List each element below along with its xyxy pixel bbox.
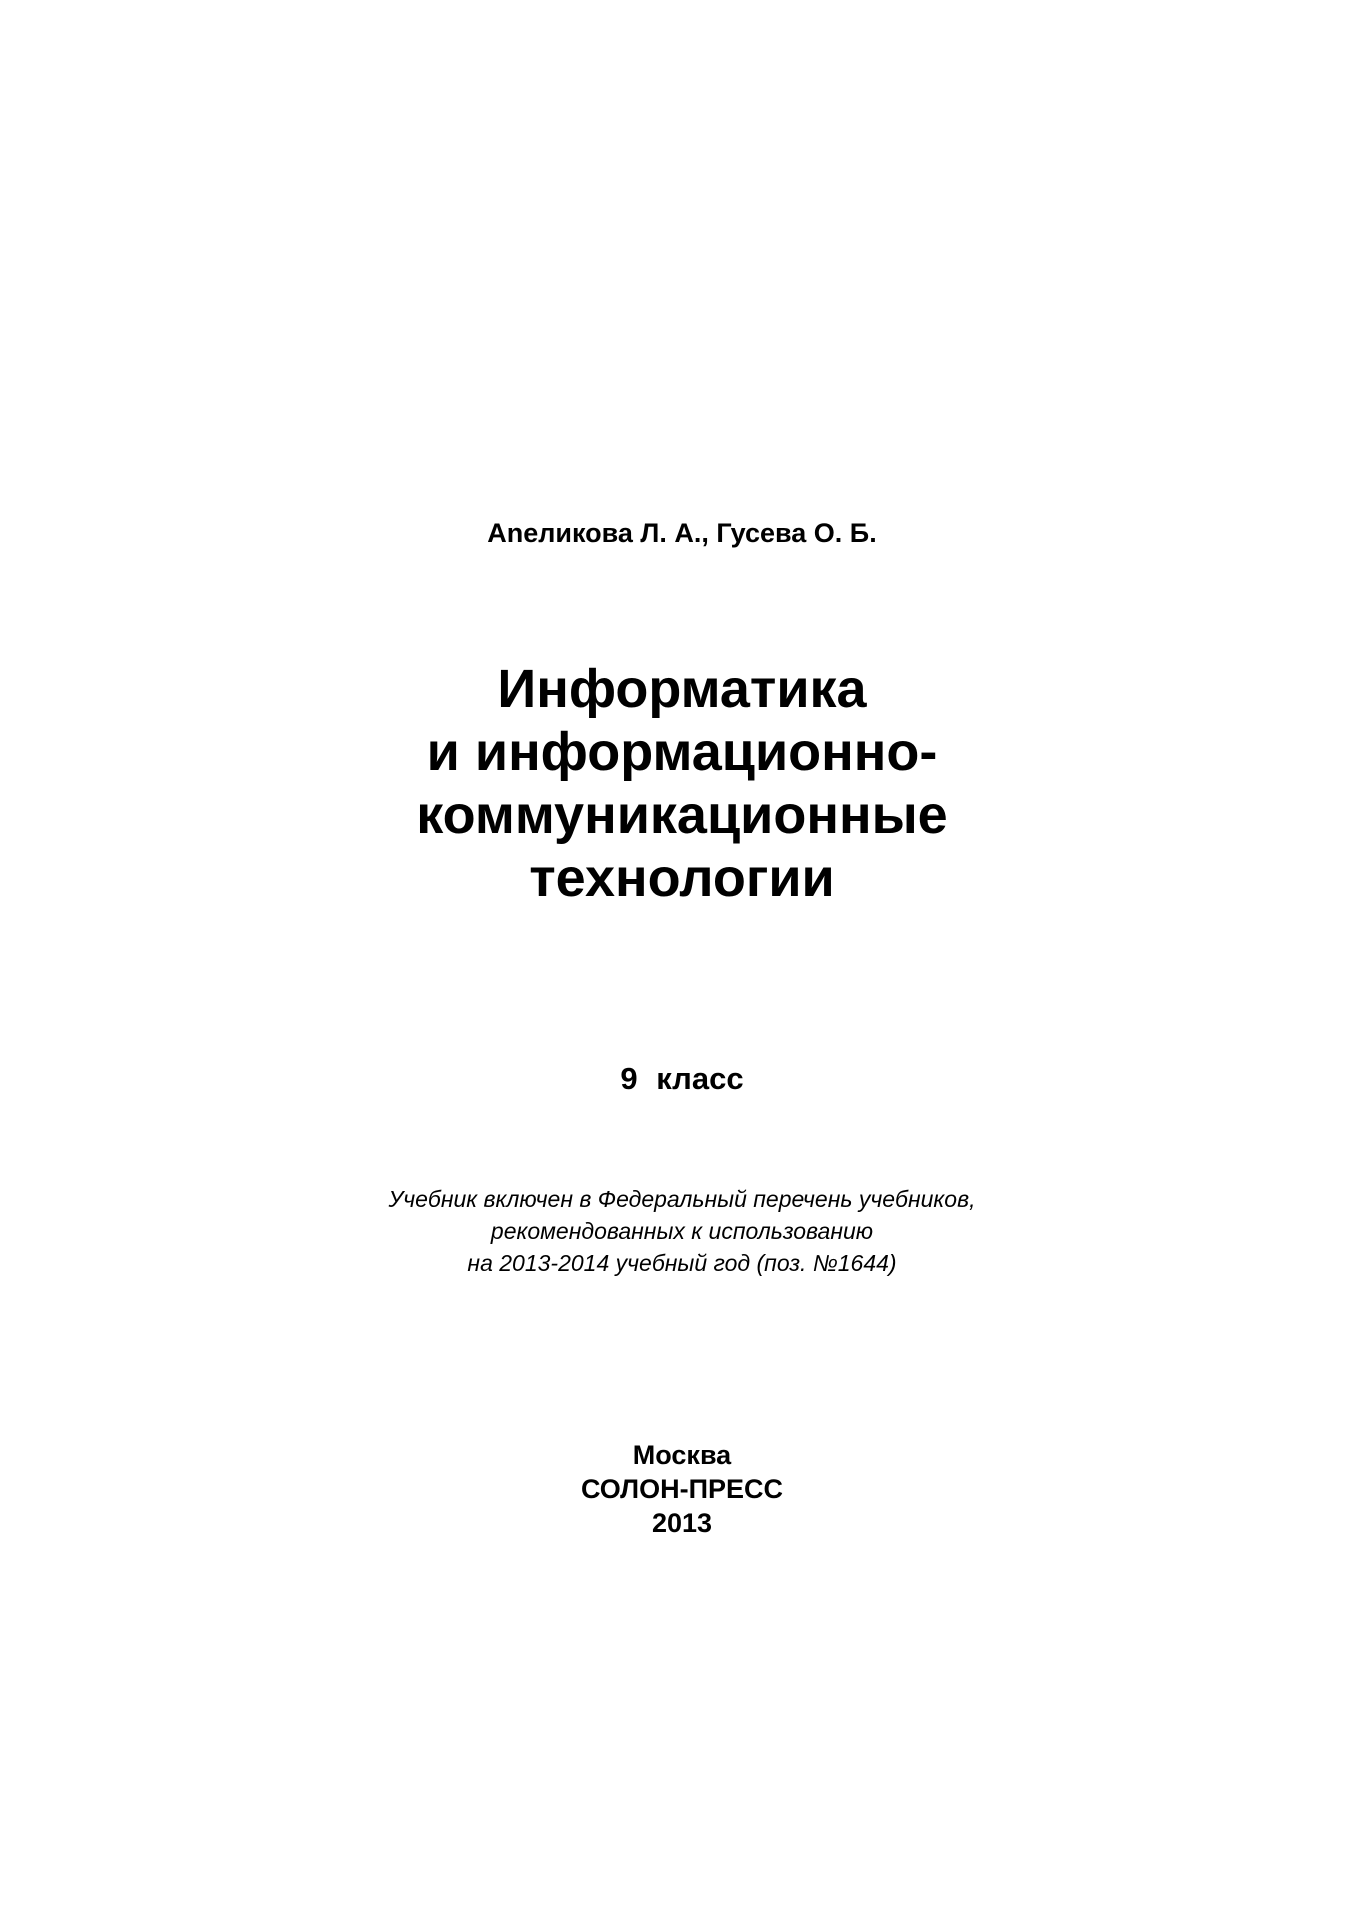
imprint	[0, 1438, 1364, 1540]
title-line-3: коммуникационные	[416, 785, 948, 845]
approval-line-3: на 2013-2014 учебный год (поз. №1644)	[467, 1250, 897, 1276]
imprint-city: Москва	[632, 1440, 732, 1470]
title-line-1: Информатика	[497, 659, 867, 719]
imprint-year: 2013	[651, 1508, 713, 1538]
grade-label: 9 класс	[620, 1061, 744, 1096]
title-line-4: технологии	[529, 848, 835, 908]
approval-line-2: рекомендованных к использованию	[490, 1218, 874, 1244]
book-title	[0, 658, 1364, 910]
authors: Аneликова Л. А., Гусева О. Б.	[487, 518, 877, 548]
approval-line-1: Учебник включен в Федеральный перечень учебников,	[388, 1186, 976, 1212]
approval-note	[0, 1183, 1364, 1279]
imprint-publisher: СОЛОН-ПРЕСС	[580, 1474, 783, 1504]
title-line-2: и информационно-	[426, 722, 938, 782]
